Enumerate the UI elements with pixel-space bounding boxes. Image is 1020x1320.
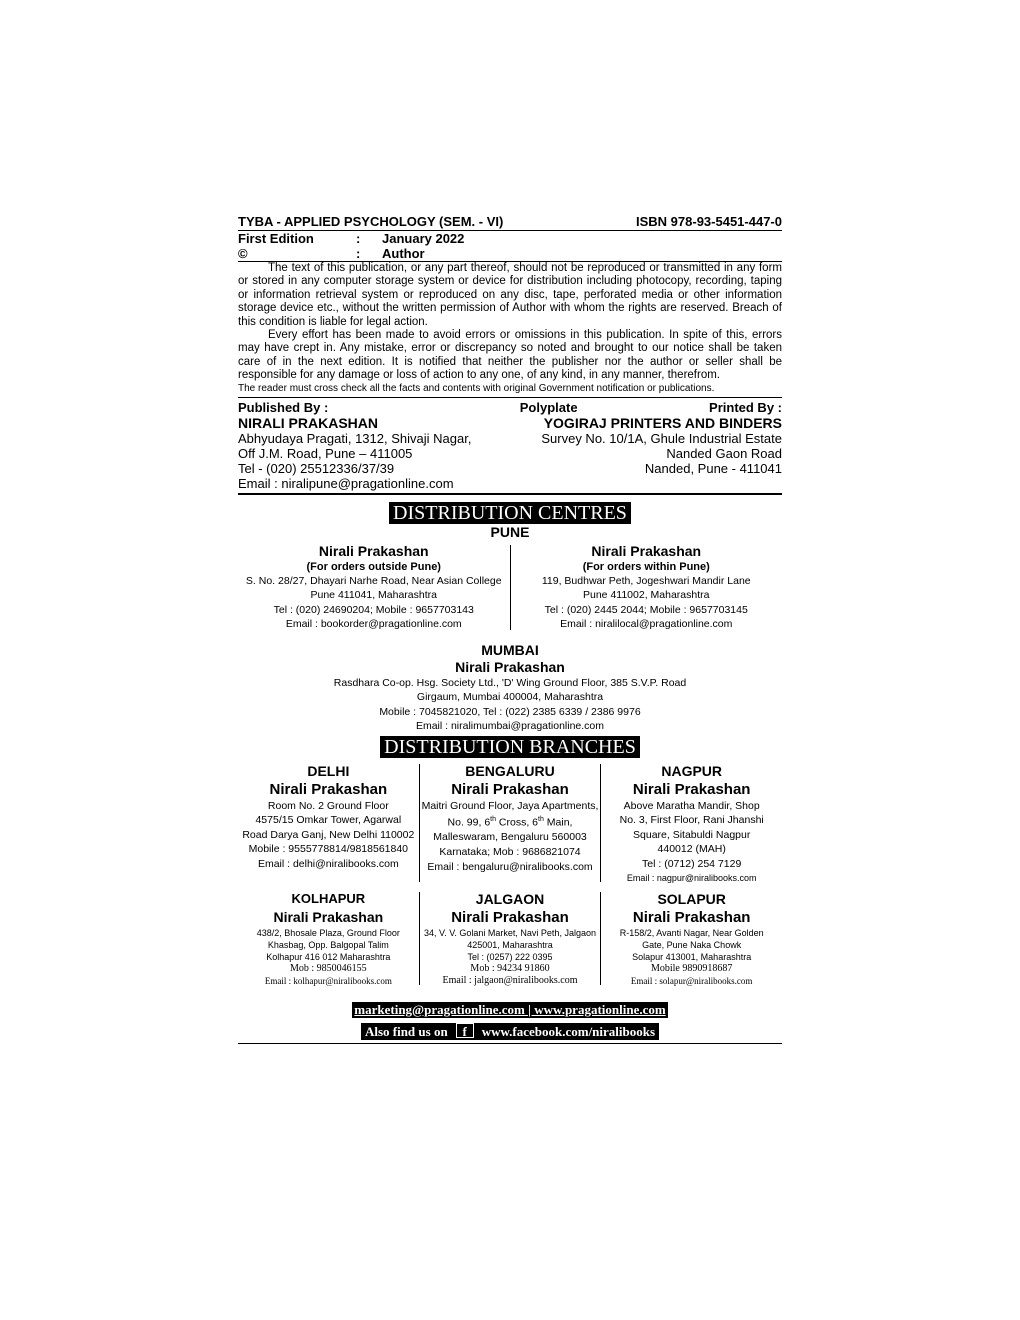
- solapur-city: SOLAPUR: [657, 890, 726, 907]
- bengaluru-l2-sup2: th: [538, 816, 544, 824]
- distribution-centres-banner: [238, 502, 782, 524]
- branch-kolhapur: [238, 890, 419, 987]
- branches-row-2: [238, 890, 782, 987]
- branch-solapur: [601, 890, 782, 987]
- delhi-l2: 4575/15 Omkar Tower, Agarwal: [255, 814, 402, 827]
- nagpur-l1: Above Maratha Mandir, Shop: [623, 799, 760, 812]
- facebook-url[interactable]: www.facebook.com/niralibooks: [481, 1023, 656, 1039]
- solapur-l3: Solapur 413001, Maharashtra: [632, 951, 752, 962]
- marketing-links[interactable]: marketing@pragationline.com | www.pragationline.com: [354, 1001, 666, 1017]
- copyright-symbol: ©: [238, 246, 248, 261]
- branch-nagpur: [601, 762, 782, 884]
- bengaluru-l2: [420, 813, 601, 830]
- solapur-l1: R-158/2, Avanti Nagar, Near Golden: [619, 927, 764, 938]
- bengaluru-l2-part3: Main,: [543, 816, 573, 829]
- kolhapur-l3: Kolhapur 416 012 Maharashtra: [266, 951, 391, 962]
- printer-address-2: Nanded Gaon Road: [666, 445, 782, 461]
- pune-centre-within: [511, 543, 783, 632]
- pune-right-note: (For orders within Pune): [582, 560, 710, 573]
- jalgaon-l4: Mob : 94234 91860: [470, 962, 550, 974]
- mumbai-heading: MUMBAI: [481, 641, 539, 658]
- delhi-city: DELHI: [307, 762, 350, 779]
- branches-row-1: [238, 762, 782, 884]
- pune-right-email: Email : niralilocal@pragationline.com: [560, 618, 733, 631]
- jalgaon-name: Nirali Prakashan: [451, 908, 569, 926]
- facebook-icon[interactable]: f: [456, 1023, 474, 1038]
- jalgaon-l5: Email : jalgaon@niralibooks.com: [442, 974, 578, 986]
- publisher-address-1: Abhyudaya Pragati, 1312, Shivaji Nagar,: [238, 430, 472, 446]
- pune-centre-outside: [238, 543, 510, 632]
- bengaluru-l2-part2: Cross, 6: [496, 816, 539, 829]
- distribution-centres-title: DISTRIBUTION CENTRES: [389, 502, 631, 524]
- printer-address-1: Survey No. 10/1A, Ghule Industrial Estate: [541, 430, 782, 446]
- publisher-name: NIRALI PRAKASHAN: [238, 414, 378, 431]
- printer-address-3: Nanded, Pune - 411041: [644, 460, 782, 476]
- edition-label: First Edition: [238, 231, 314, 246]
- legal-paragraph-1: The text of this publication, or any part thereof, should not be reproduced or transmitted in any form or stored in any computer storage system or device for distribution including photocopy, recording, taping or information retrieval system or reproduced on any disc, tape, perforated media or other information storage device etc., without the written permission of Author with whom the rights are reserved. Breach of this condition is liable for legal action.: [238, 262, 782, 328]
- nagpur-name: Nirali Prakashan: [632, 780, 751, 798]
- publisher-names: [238, 415, 782, 431]
- edition-value: January 2022: [382, 231, 465, 246]
- solapur-l2: Gate, Pune Naka Chowk: [642, 939, 742, 950]
- polyplate-label: Polyplate: [519, 399, 578, 415]
- pune-right-tel: Tel : (020) 2445 2044; Mobile : 9657703145: [544, 603, 748, 616]
- pune-left-addr2: Pune 411041, Maharashtra: [310, 589, 437, 602]
- jalgaon-city: JALGAON: [475, 890, 545, 907]
- bengaluru-city: BENGALURU: [465, 762, 555, 779]
- bengaluru-l3: Malleswaram, Bengaluru 560003: [433, 831, 587, 844]
- solapur-name: Nirali Prakashan: [632, 908, 751, 926]
- kolhapur-l1: 438/2, Bhosale Plaza, Ground Floor: [256, 927, 400, 938]
- branch-bengaluru: [420, 762, 601, 884]
- pune-left-tel: Tel : (020) 24690204; Mobile : 9657703143: [273, 603, 474, 616]
- publisher-addresses: [238, 431, 782, 491]
- pune-left-note: (For orders outside Pune): [306, 560, 441, 573]
- publisher-address-2: Off J.M. Road, Pune – 411005: [238, 445, 413, 461]
- publisher-labels: [238, 400, 782, 415]
- edition-colon: :: [356, 231, 361, 246]
- delhi-l1: Room No. 2 Ground Floor: [267, 799, 389, 812]
- nagpur-l6: Email : nagpur@niralibooks.com: [626, 872, 757, 883]
- distribution-branches-title: DISTRIBUTION BRANCHES: [380, 736, 640, 758]
- bengaluru-l2-part1: No. 99, 6: [447, 816, 491, 829]
- isbn: ISBN 978-93-5451-447-0: [636, 214, 782, 229]
- kolhapur-name: Nirali Prakashan: [273, 908, 384, 925]
- publisher-tel: Tel - (020) 25512336/37/39: [238, 460, 395, 476]
- jalgaon-l2: 425001, Maharashtra: [467, 939, 553, 950]
- pune-left-email: Email : bookorder@pragationline.com: [285, 618, 462, 631]
- pune-right-addr1: 119, Budhwar Peth, Jogeshwari Mandir Lane: [541, 574, 751, 587]
- jalgaon-l3: Tel : (0257) 222 0395: [467, 951, 553, 962]
- copyright-colon: :: [356, 246, 361, 261]
- pune-centres: [238, 543, 782, 632]
- pune-left-name: Nirali Prakashan: [318, 542, 429, 559]
- published-by-label: Published By :: [238, 399, 329, 415]
- edition-row: [238, 231, 782, 246]
- footer-contact: [238, 1001, 782, 1019]
- delhi-l4: Mobile : 9555778814/9818561840: [248, 843, 409, 856]
- kolhapur-city: KOLHAPUR: [291, 890, 366, 906]
- nagpur-l2: No. 3, First Floor, Rani Jhanshi: [619, 814, 764, 827]
- delhi-l3: Road Darya Ganj, New Delhi 110002: [242, 828, 415, 841]
- mumbai-name: Nirali Prakashan: [455, 658, 565, 675]
- book-title: TYBA - APPLIED PSYCHOLOGY (SEM. - VI): [238, 214, 504, 229]
- kolhapur-l4: Mob : 9850046155: [290, 962, 367, 974]
- jalgaon-l1: 34, V. V. Golani Market, Navi Peth, Jalgaon: [424, 927, 596, 938]
- mumbai-centre: [238, 659, 782, 734]
- mumbai-email: Email : niralimumbai@pragationline.com: [415, 720, 605, 733]
- delhi-l5: Email : delhi@niralibooks.com: [257, 858, 399, 871]
- title-row: [238, 214, 782, 229]
- mumbai-addr1: Rasdhara Co-op. Hsg. Society Ltd., 'D' Wing Ground Floor, 385 S.V.P. Road: [333, 676, 687, 689]
- copyright-value: Author: [382, 246, 425, 261]
- pune-right-name: Nirali Prakashan: [591, 542, 702, 559]
- distribution-branches-banner: [238, 736, 782, 758]
- publisher-email: Email : niralipune@pragationline.com: [238, 475, 454, 491]
- bengaluru-l1: Maitri Ground Floor, Jaya Apartments,: [421, 799, 599, 812]
- pune-left-addr1: S. No. 28/27, Dhayari Narhe Road, Near Asian College: [245, 574, 502, 587]
- nagpur-l4: 440012 (MAH): [657, 843, 726, 856]
- facebook-bar: [361, 1023, 659, 1040]
- mumbai-tel: Mobile : 7045821020, Tel : (022) 2385 6339 / 2386 9976: [379, 705, 641, 718]
- printer-name: YOGIRAJ PRINTERS AND BINDERS: [543, 414, 782, 431]
- legal-paragraph-3: The reader must cross check all the facts and contents with original Government notification or publications.: [238, 382, 715, 394]
- bengaluru-name: Nirali Prakashan: [451, 780, 569, 798]
- branch-delhi: [238, 762, 419, 884]
- nagpur-l5: Tel : (0712) 254 7129: [642, 858, 742, 871]
- nagpur-city: NAGPUR: [661, 762, 723, 779]
- mumbai-addr2: Girgaum, Mumbai 400004, Maharashtra: [416, 691, 604, 704]
- branch-jalgaon: [420, 890, 601, 987]
- solapur-l5: Email : solapur@niralibooks.com: [630, 975, 753, 986]
- printed-by-label: Printed By :: [709, 399, 782, 415]
- bengaluru-l5: Email : bengaluru@niralibooks.com: [427, 860, 593, 873]
- bengaluru-l4: Karnataka; Mob : 9686821074: [439, 845, 581, 858]
- solapur-l4: Mobile 9890918687: [650, 962, 733, 974]
- legal-paragraph-2: Every effort has been made to avoid errors or omissions in this publication. In spite of this, errors may have crept in. Any mistake, error or discrepancy so noted and brought to our notice shall be taken care of in the next edition. It is notified that neither the publisher nor the author or seller shall be responsible for any damage or loss of action to any one, of any kind, in any manner, therefrom.: [238, 329, 782, 382]
- bengaluru-l2-sup1: th: [490, 816, 497, 824]
- kolhapur-l2: Khasbag, Opp. Balgopal Talim: [267, 939, 389, 950]
- imprint-page: [238, 214, 782, 1044]
- copyright-row: [238, 246, 782, 261]
- kolhapur-l5: Email : kolhapur@niralibooks.com: [264, 975, 392, 986]
- nagpur-l3: Square, Sitabuldi Nagpur: [633, 828, 751, 841]
- delhi-name: Nirali Prakashan: [269, 780, 388, 798]
- also-find-label: Also find us on: [364, 1023, 448, 1039]
- pune-heading: PUNE: [490, 523, 530, 540]
- facebook-line: [238, 1023, 782, 1041]
- pune-right-addr2: Pune 411002, Maharashtra: [583, 589, 710, 602]
